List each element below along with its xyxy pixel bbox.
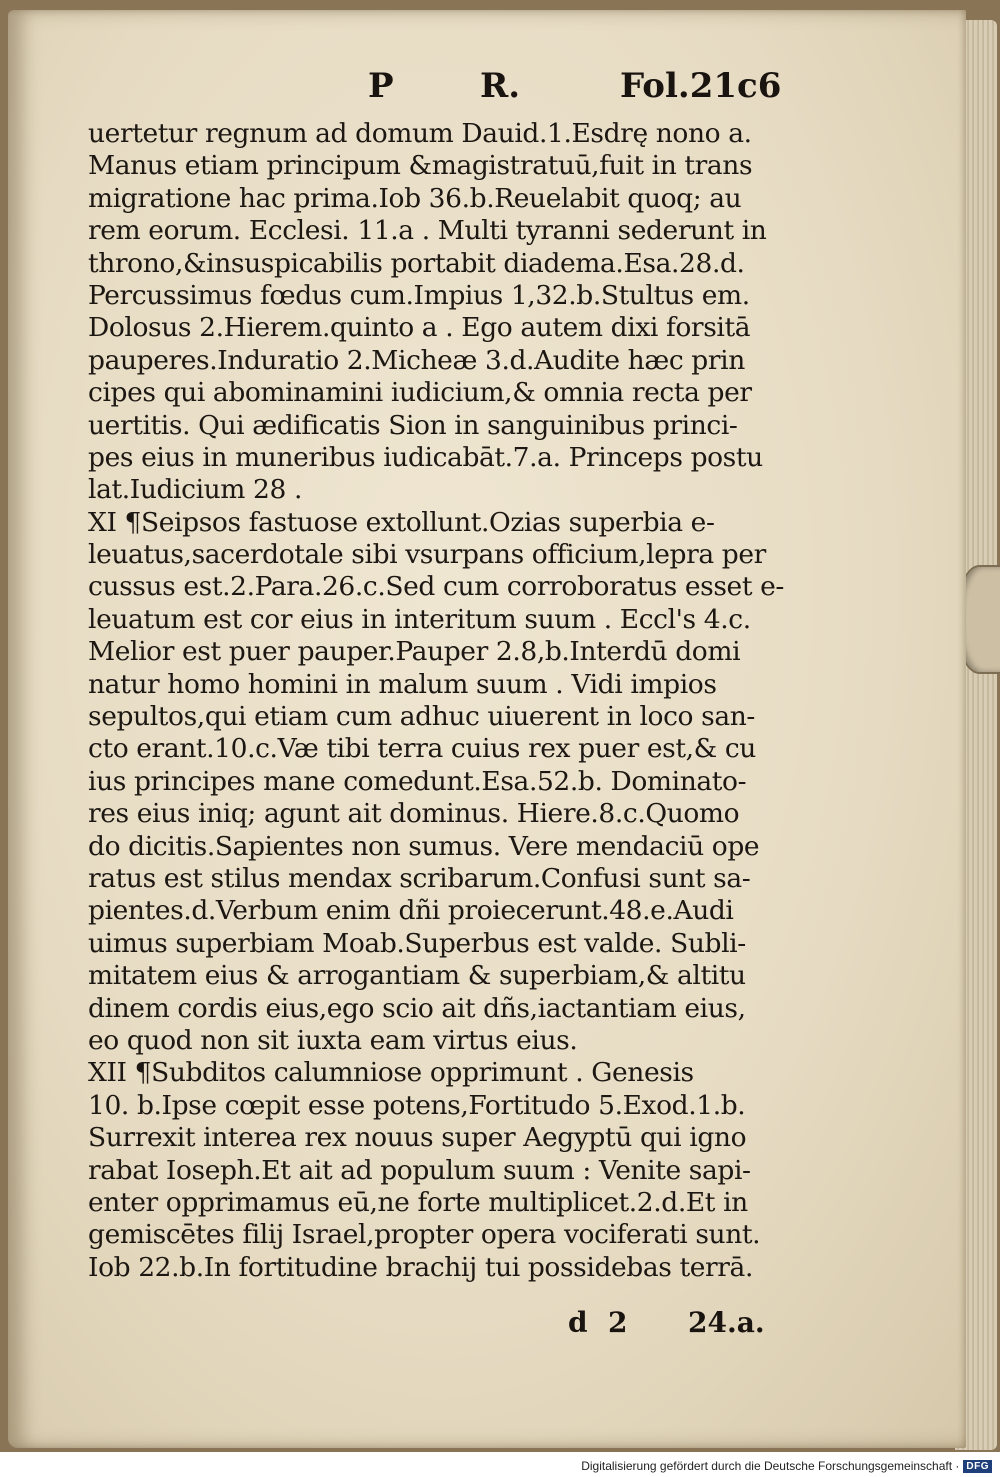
folio-number: Fol.21c6 (620, 66, 782, 106)
text-line: Melior est puer pauper.Pauper 2.8,b.Interdū domi (88, 636, 741, 668)
text-line: uertetur regnum ad domum Dauid.1.Esdrę nono a. (88, 118, 752, 149)
catchword: 24.a. (688, 1306, 765, 1339)
text-line: uertitis. Qui ædificatis Sion in sanguinibus princi- (88, 409, 738, 441)
text-line: rem eorum. Ecclesi. 11.a . Multi tyranni sederunt in (88, 215, 767, 247)
text-line: throno,&insuspicabilis portabit diadema.Esa.28.d. (88, 247, 745, 279)
text-line: natur homo homini in malum suum . Vidi impios (88, 668, 717, 700)
text-line: dinem cordis eius,ego scio ait dñs,iactantiam eius, (88, 992, 746, 1024)
dfg-logo: DFG (963, 1460, 992, 1473)
text-line: pauperes.Induratio 2.Micheæ 3.d.Audite hæc prin (88, 344, 745, 376)
text-line: leuatum est cor eius in interitum suum . Eccl's 4.c. (88, 603, 751, 635)
digitization-credit (581, 1456, 992, 1476)
header-left-letter: P (368, 66, 394, 106)
running-header (368, 66, 782, 114)
text-line: 10. b.Ipse cœpit esse potens,Fortitudo 5.Exod.1.b. (88, 1089, 746, 1121)
page (8, 10, 966, 1448)
text-line: XI ¶Seipsos fastuose extollunt.Ozias superbia e- (88, 506, 715, 538)
text-line: rabat Ioseph.Et ait ad populum suum : Venite sapi- (88, 1154, 751, 1186)
text-line: Iob 22.b.In fortitudine brachij tui possidebas terrā. (88, 1251, 753, 1283)
page-footer (568, 1306, 798, 1342)
text-line: Manus etiam principum &magistratuū,fuit in trans (88, 150, 753, 182)
text-line: enter opprimamus eū,ne forte multiplicet.2.d.Et in (88, 1186, 748, 1218)
credit-text: Digitalisierung gefördert durch die Deutsche Forschungsgemeinschaft · (581, 1459, 960, 1473)
text-line: migratione hac prima.Iob 36.b.Reuelabit quoq; au (88, 182, 742, 214)
text-line: Surrexit interea rex nouus super Aegyptū qui igno (88, 1122, 747, 1154)
text-line: cussus est.2.Para.26.c.Sed cum corroboratus esset e- (88, 571, 784, 603)
text-line: cipes qui abominamini iudicium,& omnia recta per (88, 377, 752, 409)
text-line: do dicitis.Sapientes non sumus. Vere mendaciū ope (88, 830, 760, 862)
text-line: sepultos,qui etiam cum adhuc uiuerent in loco san- (88, 701, 755, 733)
text-line: eo quod non sit iuxta eam virtus eius. (88, 1024, 578, 1056)
signature-mark: d (568, 1306, 588, 1339)
text-line: Dolosus 2.Hierem.quinto a . Ego autem dixi forsitā (88, 312, 751, 344)
text-line: res eius iniq; agunt ait dominus. Hiere.8.c.Quomo (88, 798, 740, 830)
text-line: ius principes mane comedunt.Esa.52.b. Dominato- (88, 765, 747, 797)
text-line: pes eius in muneribus iudicabāt.7.a. Princeps postu (88, 441, 763, 473)
text-line: uimus superbiam Moab.Superbus est valde. Subli- (88, 927, 746, 959)
signature-number: 2 (608, 1306, 628, 1339)
text-line: cto erant.10.c.Væ tibi terra cuius rex puer est,& cu (88, 733, 756, 765)
text-line: pientes.d.Verbum enim dñi proiecerunt.48.e.Audi (88, 895, 734, 927)
header-right-letter: R. (480, 66, 521, 106)
text-line: gemiscētes filij Israel,propter opera vociferati sunt. (88, 1219, 761, 1251)
text-line: mitatem eius & arrogantiam & superbiam,& altitu (88, 960, 746, 992)
body-text (88, 118, 788, 1284)
text-line: lat.Iudicium 28 . (88, 474, 303, 506)
text-line: Percussimus fœdus cum.Impius 1,32.b.Stultus em. (88, 279, 750, 311)
text-line: leuatus,sacerdotale sibi vsurpans officium,lepra per (88, 539, 766, 571)
text-line: ratus est stilus mendax scribarum.Confusi sunt sa- (88, 862, 751, 894)
text-line: XII ¶Subditos calumniose opprimunt . Genesis (88, 1057, 694, 1089)
